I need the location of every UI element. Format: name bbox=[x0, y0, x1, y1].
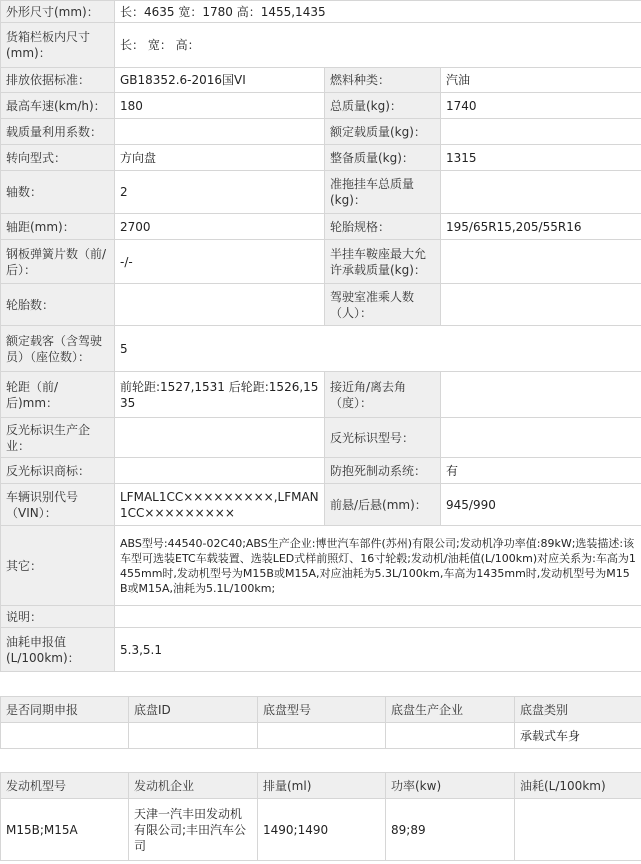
emission-label: 排放依据标准： bbox=[1, 68, 115, 93]
dimensions-label: 外形尺寸(mm)： bbox=[1, 1, 115, 23]
notes-label: 说明： bbox=[1, 606, 115, 628]
engine-cell-model: M15B;M15A bbox=[1, 799, 129, 861]
rated-load-value bbox=[441, 119, 641, 145]
engine-cell-maker: 天津一汽丰田发动机有限公司;丰田汽车公司 bbox=[129, 799, 258, 861]
curb-mass-label: 整备质量(kg)： bbox=[325, 145, 441, 171]
reflector-brand-value bbox=[115, 458, 325, 484]
chassis-cell-id bbox=[129, 723, 258, 749]
engine-cell-displacement: 1490;1490 bbox=[258, 799, 386, 861]
notes-value bbox=[115, 606, 641, 628]
engine-table bbox=[0, 772, 641, 861]
row-steering bbox=[1, 145, 641, 171]
engine-header-row bbox=[1, 773, 641, 799]
rated-load-label: 额定载质量(kg)： bbox=[325, 119, 441, 145]
chassis-header-row bbox=[1, 697, 641, 723]
engine-cell-fuel bbox=[515, 799, 641, 861]
track-label: 轮距（前/后)mm： bbox=[1, 372, 115, 418]
total-mass-label: 总质量(kg)： bbox=[325, 93, 441, 119]
chassis-cell-maker bbox=[386, 723, 515, 749]
reflector-model-value bbox=[441, 418, 641, 458]
engine-header-model: 发动机型号 bbox=[1, 773, 129, 799]
chassis-data-row bbox=[1, 723, 641, 749]
cargo-box-label: 货箱栏板内尺寸(mm)： bbox=[1, 23, 115, 68]
wheelbase-label: 轴距(mm)： bbox=[1, 214, 115, 240]
fuel-declared-value: 5.3,5.1 bbox=[115, 628, 641, 672]
emission-value: GB18352.6-2016国VI bbox=[115, 68, 325, 93]
engine-header-maker: 发动机企业 bbox=[129, 773, 258, 799]
overhang-label: 前悬/后悬(mm)： bbox=[325, 484, 441, 526]
chassis-header-maker: 底盘生产企业 bbox=[386, 697, 515, 723]
load-coef-label: 载质量利用系数： bbox=[1, 119, 115, 145]
abs-label: 防抱死制动系统： bbox=[325, 458, 441, 484]
axles-value: 2 bbox=[115, 171, 325, 214]
row-load bbox=[1, 119, 641, 145]
trailer-mass-label: 准拖挂车总质量(kg)： bbox=[325, 171, 441, 214]
cab-seats-value bbox=[441, 284, 641, 326]
saddle-mass-label: 半挂车鞍座最大允许承载质量(kg)： bbox=[325, 240, 441, 284]
max-speed-label: 最高车速(km/h)： bbox=[1, 93, 115, 119]
track-value: 前轮距:1527,1531 后轮距:1526,1535 bbox=[115, 372, 325, 418]
fuel-declared-label: 油耗申报值(L/100km)： bbox=[1, 628, 115, 672]
chassis-cell-category: 承载式车身 bbox=[515, 723, 641, 749]
row-fuel-declared bbox=[1, 628, 641, 672]
vin-value: LFMAL1CC×××××××××,LFMAN1CC××××××××× bbox=[115, 484, 325, 526]
leaf-springs-value: -/- bbox=[115, 240, 325, 284]
overhang-value: 945/990 bbox=[441, 484, 641, 526]
tire-count-value bbox=[115, 284, 325, 326]
other-label: 其它： bbox=[1, 526, 115, 606]
reflector-model-label: 反光标识型号： bbox=[325, 418, 441, 458]
engine-data-row bbox=[1, 799, 641, 861]
curb-mass-value: 1315 bbox=[441, 145, 641, 171]
passengers-value: 5 bbox=[115, 326, 641, 372]
row-notes bbox=[1, 606, 641, 628]
chassis-header-sync: 是否同期申报 bbox=[1, 697, 129, 723]
row-emission bbox=[1, 68, 641, 93]
engine-header-fuel: 油耗(L/100km) bbox=[515, 773, 641, 799]
row-dimensions bbox=[1, 1, 641, 23]
row-tires bbox=[1, 284, 641, 326]
chassis-table bbox=[0, 696, 641, 749]
angles-label: 接近角/离去角（度）： bbox=[325, 372, 441, 418]
fuel-type-value: 汽油 bbox=[441, 68, 641, 93]
reflector-maker-value bbox=[115, 418, 325, 458]
steering-value: 方向盘 bbox=[115, 145, 325, 171]
wheelbase-value: 2700 bbox=[115, 214, 325, 240]
row-reflector-brand bbox=[1, 458, 641, 484]
chassis-cell-model bbox=[258, 723, 386, 749]
cab-seats-label: 驾驶室准乘人数（人）： bbox=[325, 284, 441, 326]
row-springs bbox=[1, 240, 641, 284]
passengers-label: 额定载客（含驾驶员）（座位数）： bbox=[1, 326, 115, 372]
row-passengers bbox=[1, 326, 641, 372]
row-wheelbase bbox=[1, 214, 641, 240]
steering-label: 转向型式： bbox=[1, 145, 115, 171]
saddle-mass-value bbox=[441, 240, 641, 284]
tire-spec-label: 轮胎规格： bbox=[325, 214, 441, 240]
row-cargo-box bbox=[1, 23, 641, 68]
engine-header-displacement: 排量(ml) bbox=[258, 773, 386, 799]
engine-cell-power: 89;89 bbox=[386, 799, 515, 861]
chassis-header-id: 底盘ID bbox=[129, 697, 258, 723]
row-reflector bbox=[1, 418, 641, 458]
row-speed bbox=[1, 93, 641, 119]
vin-label: 车辆识别代号（VIN）： bbox=[1, 484, 115, 526]
trailer-mass-value bbox=[441, 171, 641, 214]
row-vin bbox=[1, 484, 641, 526]
row-track bbox=[1, 372, 641, 418]
dimensions-value: 长：4635 宽：1780 高：1455,1435 bbox=[115, 1, 641, 23]
angles-value bbox=[441, 372, 641, 418]
abs-value: 有 bbox=[441, 458, 641, 484]
total-mass-value: 1740 bbox=[441, 93, 641, 119]
row-axles bbox=[1, 171, 641, 214]
tire-count-label: 轮胎数： bbox=[1, 284, 115, 326]
chassis-header-category: 底盘类别 bbox=[515, 697, 641, 723]
reflector-brand-label: 反光标识商标： bbox=[1, 458, 115, 484]
leaf-springs-label: 钢板弹簧片数（前/后）： bbox=[1, 240, 115, 284]
load-coef-value bbox=[115, 119, 325, 145]
axles-label: 轴数： bbox=[1, 171, 115, 214]
fuel-type-label: 燃料种类： bbox=[325, 68, 441, 93]
chassis-cell-sync bbox=[1, 723, 129, 749]
other-value: ABS型号:44540-02C40;ABS生产企业:博世汽车部件(苏州)有限公司;发动机净功率值:89kW;选装描述:该车型可选装ETC车载装置、选装LED式样前照灯、16寸轮毂;发动机/油耗值(L/100km)对应关系为:车高为1455mm时,发动机型号为M15B或M15A,对应油耗为5.3L/100km,车高为1435mm时,发动机型号为M15B或M15A,油耗为5.1L/100km; bbox=[115, 526, 641, 606]
row-other bbox=[1, 526, 641, 606]
tire-spec-value: 195/65R15,205/55R16 bbox=[441, 214, 641, 240]
max-speed-value: 180 bbox=[115, 93, 325, 119]
engine-header-power: 功率(kw) bbox=[386, 773, 515, 799]
reflector-maker-label: 反光标识生产企业： bbox=[1, 418, 115, 458]
chassis-header-model: 底盘型号 bbox=[258, 697, 386, 723]
cargo-box-value: 长： 宽： 高： bbox=[115, 23, 641, 68]
